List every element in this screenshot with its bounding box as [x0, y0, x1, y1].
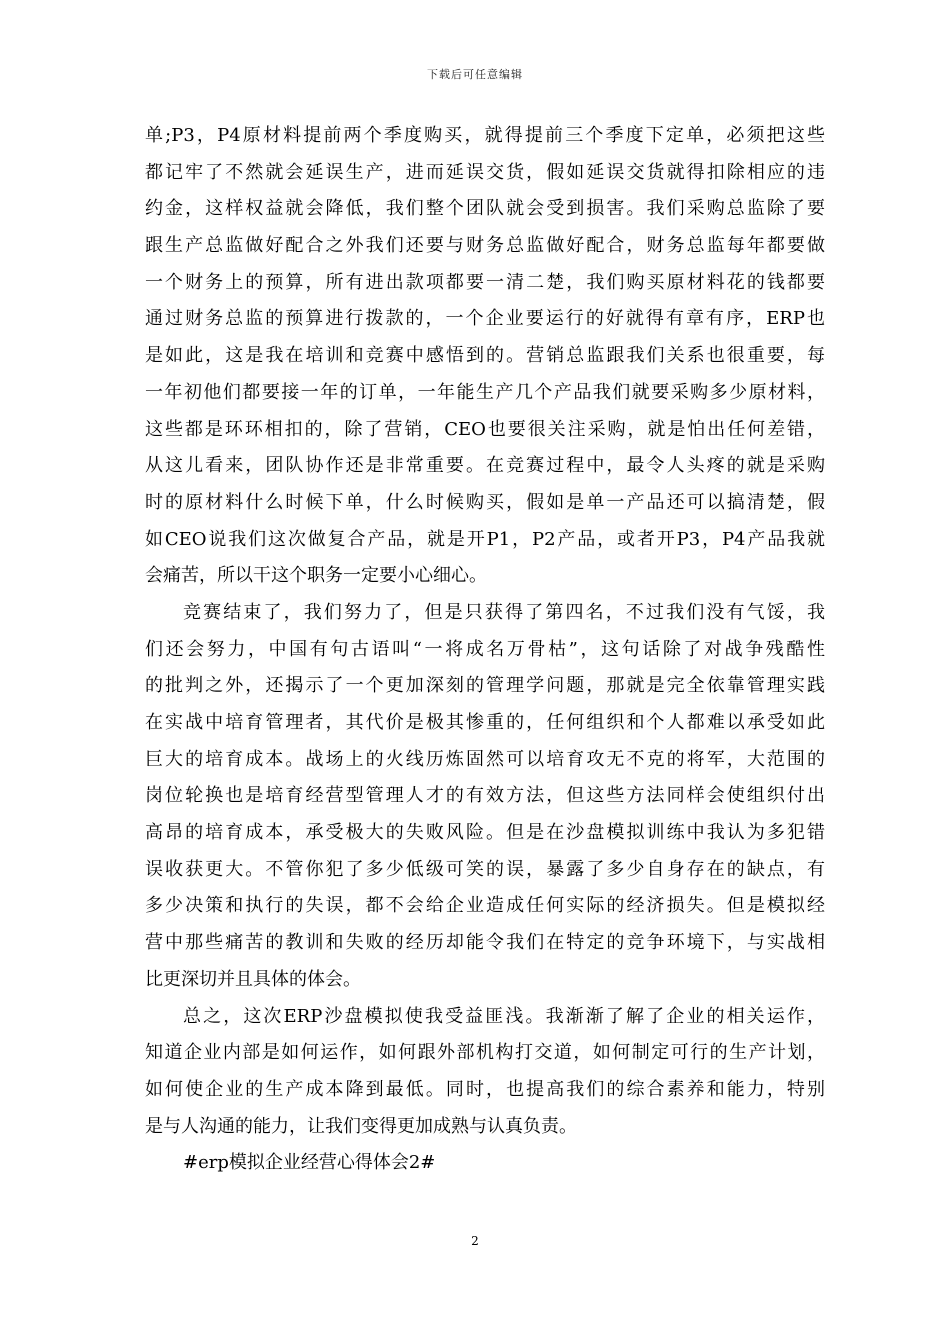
text-line: 误收获更大。不管你犯了多少低级可笑的误，暴露了多少自身存在的缺点，有 [145, 858, 825, 880]
text-line: 通过财务总监的预算进行拨款的，一个企业要运行的好就得有章有序，ERP也 [145, 308, 825, 330]
text-line: 时的原材料什么时候下单，什么时候购买，假如是单一产品还可以搞清楚，假 [145, 491, 825, 513]
text-line: 营中那些痛苦的教训和失败的经历却能令我们在特定的竞争环境下，与实战相 [145, 932, 825, 954]
text-line: 一个财务上的预算，所有进出款项都要一清二楚，我们购买原材料花的钱都要 [145, 271, 825, 293]
text-line: 都记牢了不然就会延误生产，进而延误交货，假如延误交货就得扣除相应的违 [145, 161, 825, 183]
text-line: 一年初他们都要接一年的订单，一年能生产几个产品我们就要采购多少原材料， [145, 381, 825, 403]
text-line: 在实战中培育管理者，其代价是极其惨重的，任何组织和个人都难以承受如此 [145, 712, 825, 733]
text-line: 这些都是环环相扣的，除了营销，CEO也要很关注采购，就是怕出任何差错， [145, 418, 825, 440]
text-line: 跟生产总监做好配合之外我们还要与财务总监做好配合，财务总监每年都要做 [145, 235, 825, 257]
text-line: 是与人沟通的能力，让我们变得更加成熟与认真负责。 [145, 1115, 577, 1137]
text-line: 岗位轮换也是培育经营型管理人才的有效方法，但这些方法同样会使组织付出 [145, 785, 825, 807]
text-line: 多少决策和执行的失误，都不会给企业造成任何实际的经济损失。但是模拟经 [145, 895, 825, 917]
text-line: 总之，这次ERP沙盘模拟使我受益匪浅。我渐渐了解了企业的相关运作， [183, 1005, 825, 1027]
text-line: 如何使企业的生产成本降到最低。同时，也提高我们的综合素养和能力，特别 [145, 1078, 825, 1100]
text-line: 巨大的培育成本。战场上的火线历炼固然可以培育攻无不克的将军，大范围的 [145, 748, 825, 770]
text-line: 比更深切并且具体的体会。 [145, 968, 361, 990]
text-line: 会痛苦，所以干这个职务一定要小心细心。 [145, 565, 487, 587]
page-header: 下载后可任意编辑 [427, 68, 523, 81]
text-line: 知道企业内部是如何运作，如何跟外部机构打交道，如何制定可行的生产计划， [145, 1042, 825, 1064]
text-line: #erp模拟企业经营心得体会2# [183, 1152, 436, 1174]
text-line: 约金，这样权益就会降低，我们整个团队就会受到损害。我们采购总监除了要 [145, 198, 825, 220]
text-line: 高昂的培育成本，承受极大的失败风险。但是在沙盘模拟训练中我认为多犯错 [145, 822, 825, 844]
page-number: 2 [471, 1234, 479, 1248]
text-line: 是如此，这是我在培训和竞赛中感悟到的。营销总监跟我们关系也很重要，每 [145, 345, 825, 367]
document-body [145, 118, 825, 1182]
text-line: 的批判之外，还揭示了一个更加深刻的管理学问题，那就是完全依靠管理实践 [145, 675, 825, 697]
text-line: 如CEO说我们这次做复合产品，就是开P1，P2产品，或者开P3，P4产品我就 [145, 528, 825, 550]
text-line: 单;P3，P4原材料提前两个季度购买，就得提前三个季度下定单，必须把这些 [145, 125, 825, 146]
text-line: 竞赛结束了，我们努力了，但是只获得了第四名，不过我们没有气馁，我 [183, 601, 825, 623]
text-line: 们还会努力，中国有句古语叫“一将成名万骨枯”，这句话除了对战争残酷性 [145, 638, 825, 660]
text-line: 从这儿看来，团队协作还是非常重要。在竞赛过程中，最令人头疼的就是采购 [145, 455, 825, 477]
